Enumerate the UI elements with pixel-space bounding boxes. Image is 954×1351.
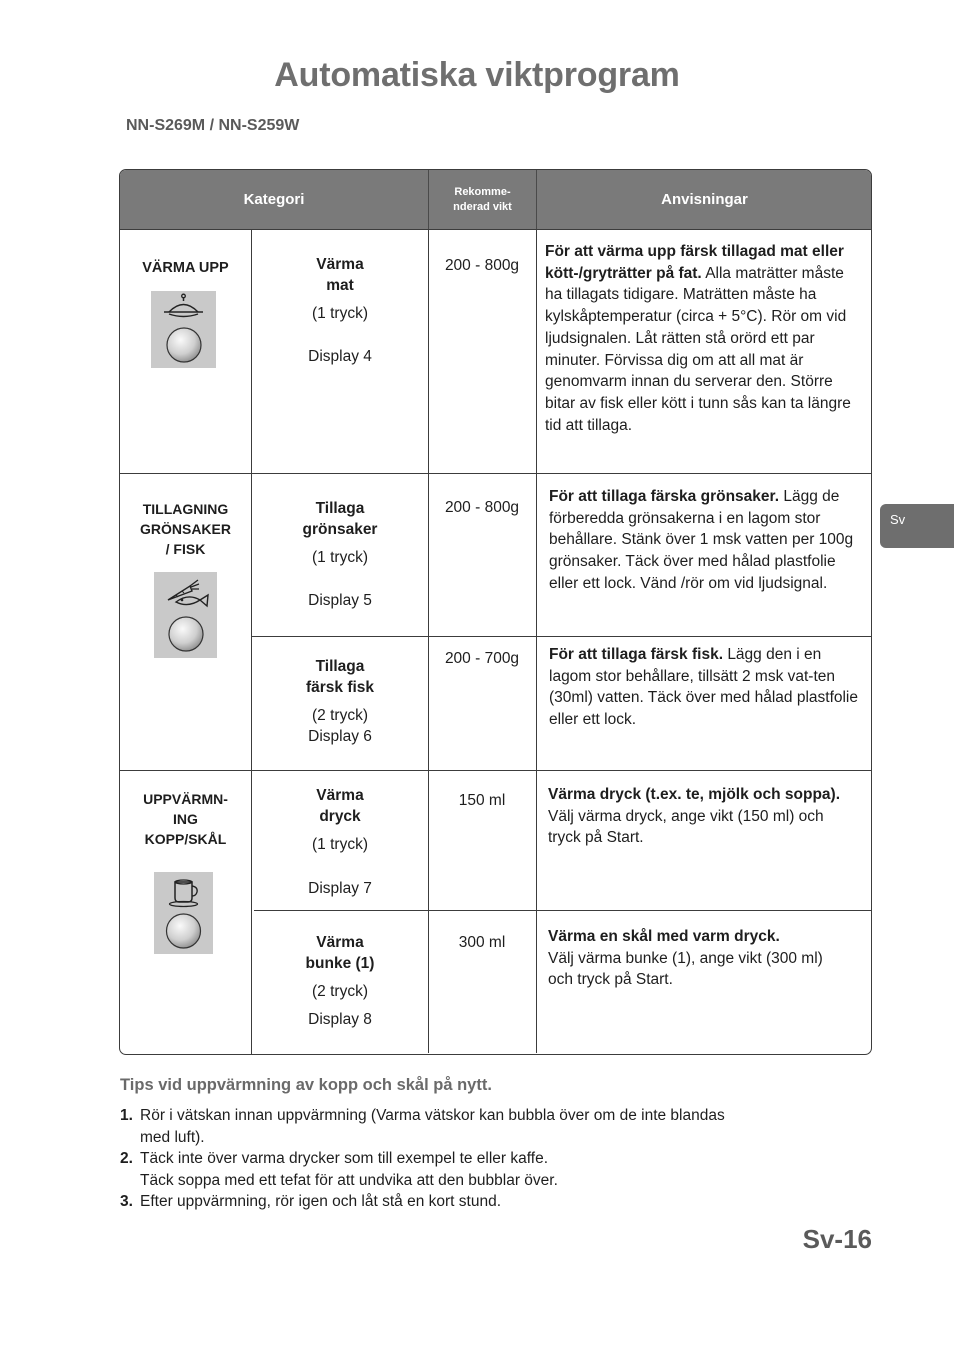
- instruction-body: Lägg de förberedda grönsakerna i en lagom stor behållare. Stänk över 1 msk vatten per 100g grönsaker. Täck över med hålad plastfolie eller ett lock. Vänd /rör om vid ljudsignal.: [549, 488, 854, 592]
- tip-item: [120, 1148, 725, 1191]
- program-name: grönsaker: [302, 521, 378, 538]
- program-press: (2 tryck): [312, 983, 368, 1000]
- tip-number: 1.: [120, 1107, 133, 1124]
- program-name: mat: [326, 277, 354, 294]
- category-label: UPPVÄRMN-: [143, 791, 228, 807]
- weight-value: 150 ml: [458, 792, 506, 809]
- header-vikt-line2: nderad vikt: [453, 200, 512, 213]
- instruction-body: Välj värma bunke (1), ange vikt (300 ml) och tryck på Start.: [548, 949, 823, 989]
- weight-value: 300 ml: [458, 934, 506, 951]
- tip-line: Täck soppa med ett tefat för att undvika att den bubblar över.: [140, 1171, 558, 1189]
- header-vikt: [429, 170, 536, 229]
- program-display: Display 4: [308, 348, 372, 365]
- weight-value: 200 - 700g: [444, 650, 520, 667]
- category-label: / FISK: [165, 541, 206, 557]
- instruction-bold: För att värma upp färsk tillagad mat eller kött-/gryträtter på fat.: [545, 243, 844, 282]
- category-label: ING: [173, 811, 198, 827]
- category-tillagning: [120, 499, 251, 559]
- program-table: [119, 169, 872, 1055]
- instruction-text: [549, 644, 867, 731]
- instruction-bold: Värma dryck (t.ex. te, mjölk och soppa).: [548, 786, 841, 803]
- tip-number: 2.: [120, 1150, 133, 1167]
- instruction-bold: Värma en skål med varm dryck.: [548, 928, 780, 945]
- header-vikt-line1: Rekomme-: [454, 185, 511, 198]
- table-header: [120, 170, 871, 230]
- header-anvisningar: Anvisningar: [661, 191, 748, 208]
- program-display: Display 6: [308, 728, 372, 745]
- row-divider: [120, 770, 872, 771]
- program-display: Display 7: [308, 880, 372, 897]
- program-name: Värma: [316, 934, 364, 951]
- cup-icon[interactable]: [154, 872, 213, 954]
- header-kategori: Kategori: [243, 191, 305, 208]
- category-label: TILLAGNING: [142, 501, 229, 517]
- tip-item: [120, 1105, 725, 1148]
- tips-title: Tips vid uppvärmning av kopp och skål på nytt.: [120, 1076, 492, 1094]
- row-divider: [254, 910, 872, 911]
- header-divider: [536, 170, 537, 229]
- program-varma-dryck: [252, 785, 428, 899]
- row-divider: [120, 473, 872, 474]
- header-divider: [428, 170, 429, 229]
- covered-plate-icon[interactable]: [151, 291, 216, 368]
- program-press: (1 tryck): [312, 305, 368, 322]
- weight-value: 200 - 800g: [444, 257, 520, 274]
- instruction-body: Lägg den i en lagom stor behållare, tillsätt 2 msk vat-ten (30ml) vatten. Täck över med hålad plastfolie eller ett lock.: [549, 646, 859, 729]
- column-divider: [428, 229, 429, 1053]
- category-label: VÄRMA UPP: [142, 260, 229, 276]
- program-name: Värma: [316, 787, 364, 804]
- program-varma-mat: [252, 254, 428, 367]
- carrot-fish-icon[interactable]: [154, 572, 217, 658]
- category-varma-upp: [120, 258, 251, 278]
- instruction-bold: För att tillaga färsk fisk.: [549, 646, 723, 663]
- program-name: Tillaga: [315, 500, 365, 517]
- program-name: Värma: [316, 256, 364, 273]
- tip-line: med luft).: [140, 1128, 205, 1146]
- instruction-text: [545, 241, 863, 436]
- instruction-bold: För att tillaga färska grönsaker.: [549, 488, 780, 505]
- model-number: NN-S269M / NN-S259W: [126, 117, 300, 134]
- tip-line: Rör i vätskan innan uppvärmning (Varma vätskor kan bubbla över om de inte blandas: [140, 1107, 725, 1124]
- category-label: KOPP/SKÅL: [144, 831, 227, 847]
- tip-item: [120, 1191, 725, 1213]
- program-tillaga-farsk-fisk: [252, 656, 428, 747]
- program-tillaga-gronsaker: [252, 498, 428, 611]
- program-name: färsk fisk: [305, 679, 375, 696]
- tip-line: Täck inte över varma drycker som till exempel te eller kaffe.: [140, 1150, 549, 1167]
- row-divider: [252, 636, 872, 637]
- instruction-body: Alla maträtter måste ha tillagats tidigare. Maträtten måste ha kylskåptemperatur (circa + 5°C). Rör om vid ljudsignalen. Låt rätten stå orörd ett par minuter. Förvissa dig om att all mat är genomvarm innan du serverar den. Större bitar av fisk eller kött i tunn sås kan ta längre tid att tillaga.: [545, 264, 851, 434]
- category-label: GRÖNSAKER: [139, 521, 231, 537]
- program-press: (2 tryck): [312, 707, 368, 724]
- program-press: (1 tryck): [312, 836, 368, 853]
- program-name: dryck: [319, 808, 361, 825]
- program-display: Display 8: [308, 1011, 372, 1028]
- tip-line: Efter uppvärmning, rör igen och låt stå en kort stund.: [140, 1193, 501, 1210]
- column-divider: [536, 229, 537, 1053]
- tip-number: 3.: [120, 1193, 133, 1210]
- program-name: Tillaga: [315, 658, 365, 675]
- language-tab: Sv: [880, 504, 954, 548]
- tips-list: [120, 1105, 725, 1213]
- instruction-body: Välj värma dryck, ange vikt (150 ml) och tryck på Start.: [548, 807, 824, 847]
- weight-value: 200 - 800g: [444, 499, 520, 516]
- page-number: Sv-16: [802, 1224, 872, 1254]
- program-display: Display 5: [308, 592, 372, 609]
- instruction-text: [549, 486, 867, 595]
- instruction-text: [548, 926, 848, 991]
- program-varma-bunke: [252, 932, 428, 1030]
- program-press: (1 tryck): [312, 549, 368, 566]
- page-title: Automatiska viktprogram: [274, 56, 680, 94]
- instruction-text: [548, 784, 848, 849]
- program-name: bunke (1): [305, 955, 375, 972]
- category-uppvarmning: [120, 789, 251, 849]
